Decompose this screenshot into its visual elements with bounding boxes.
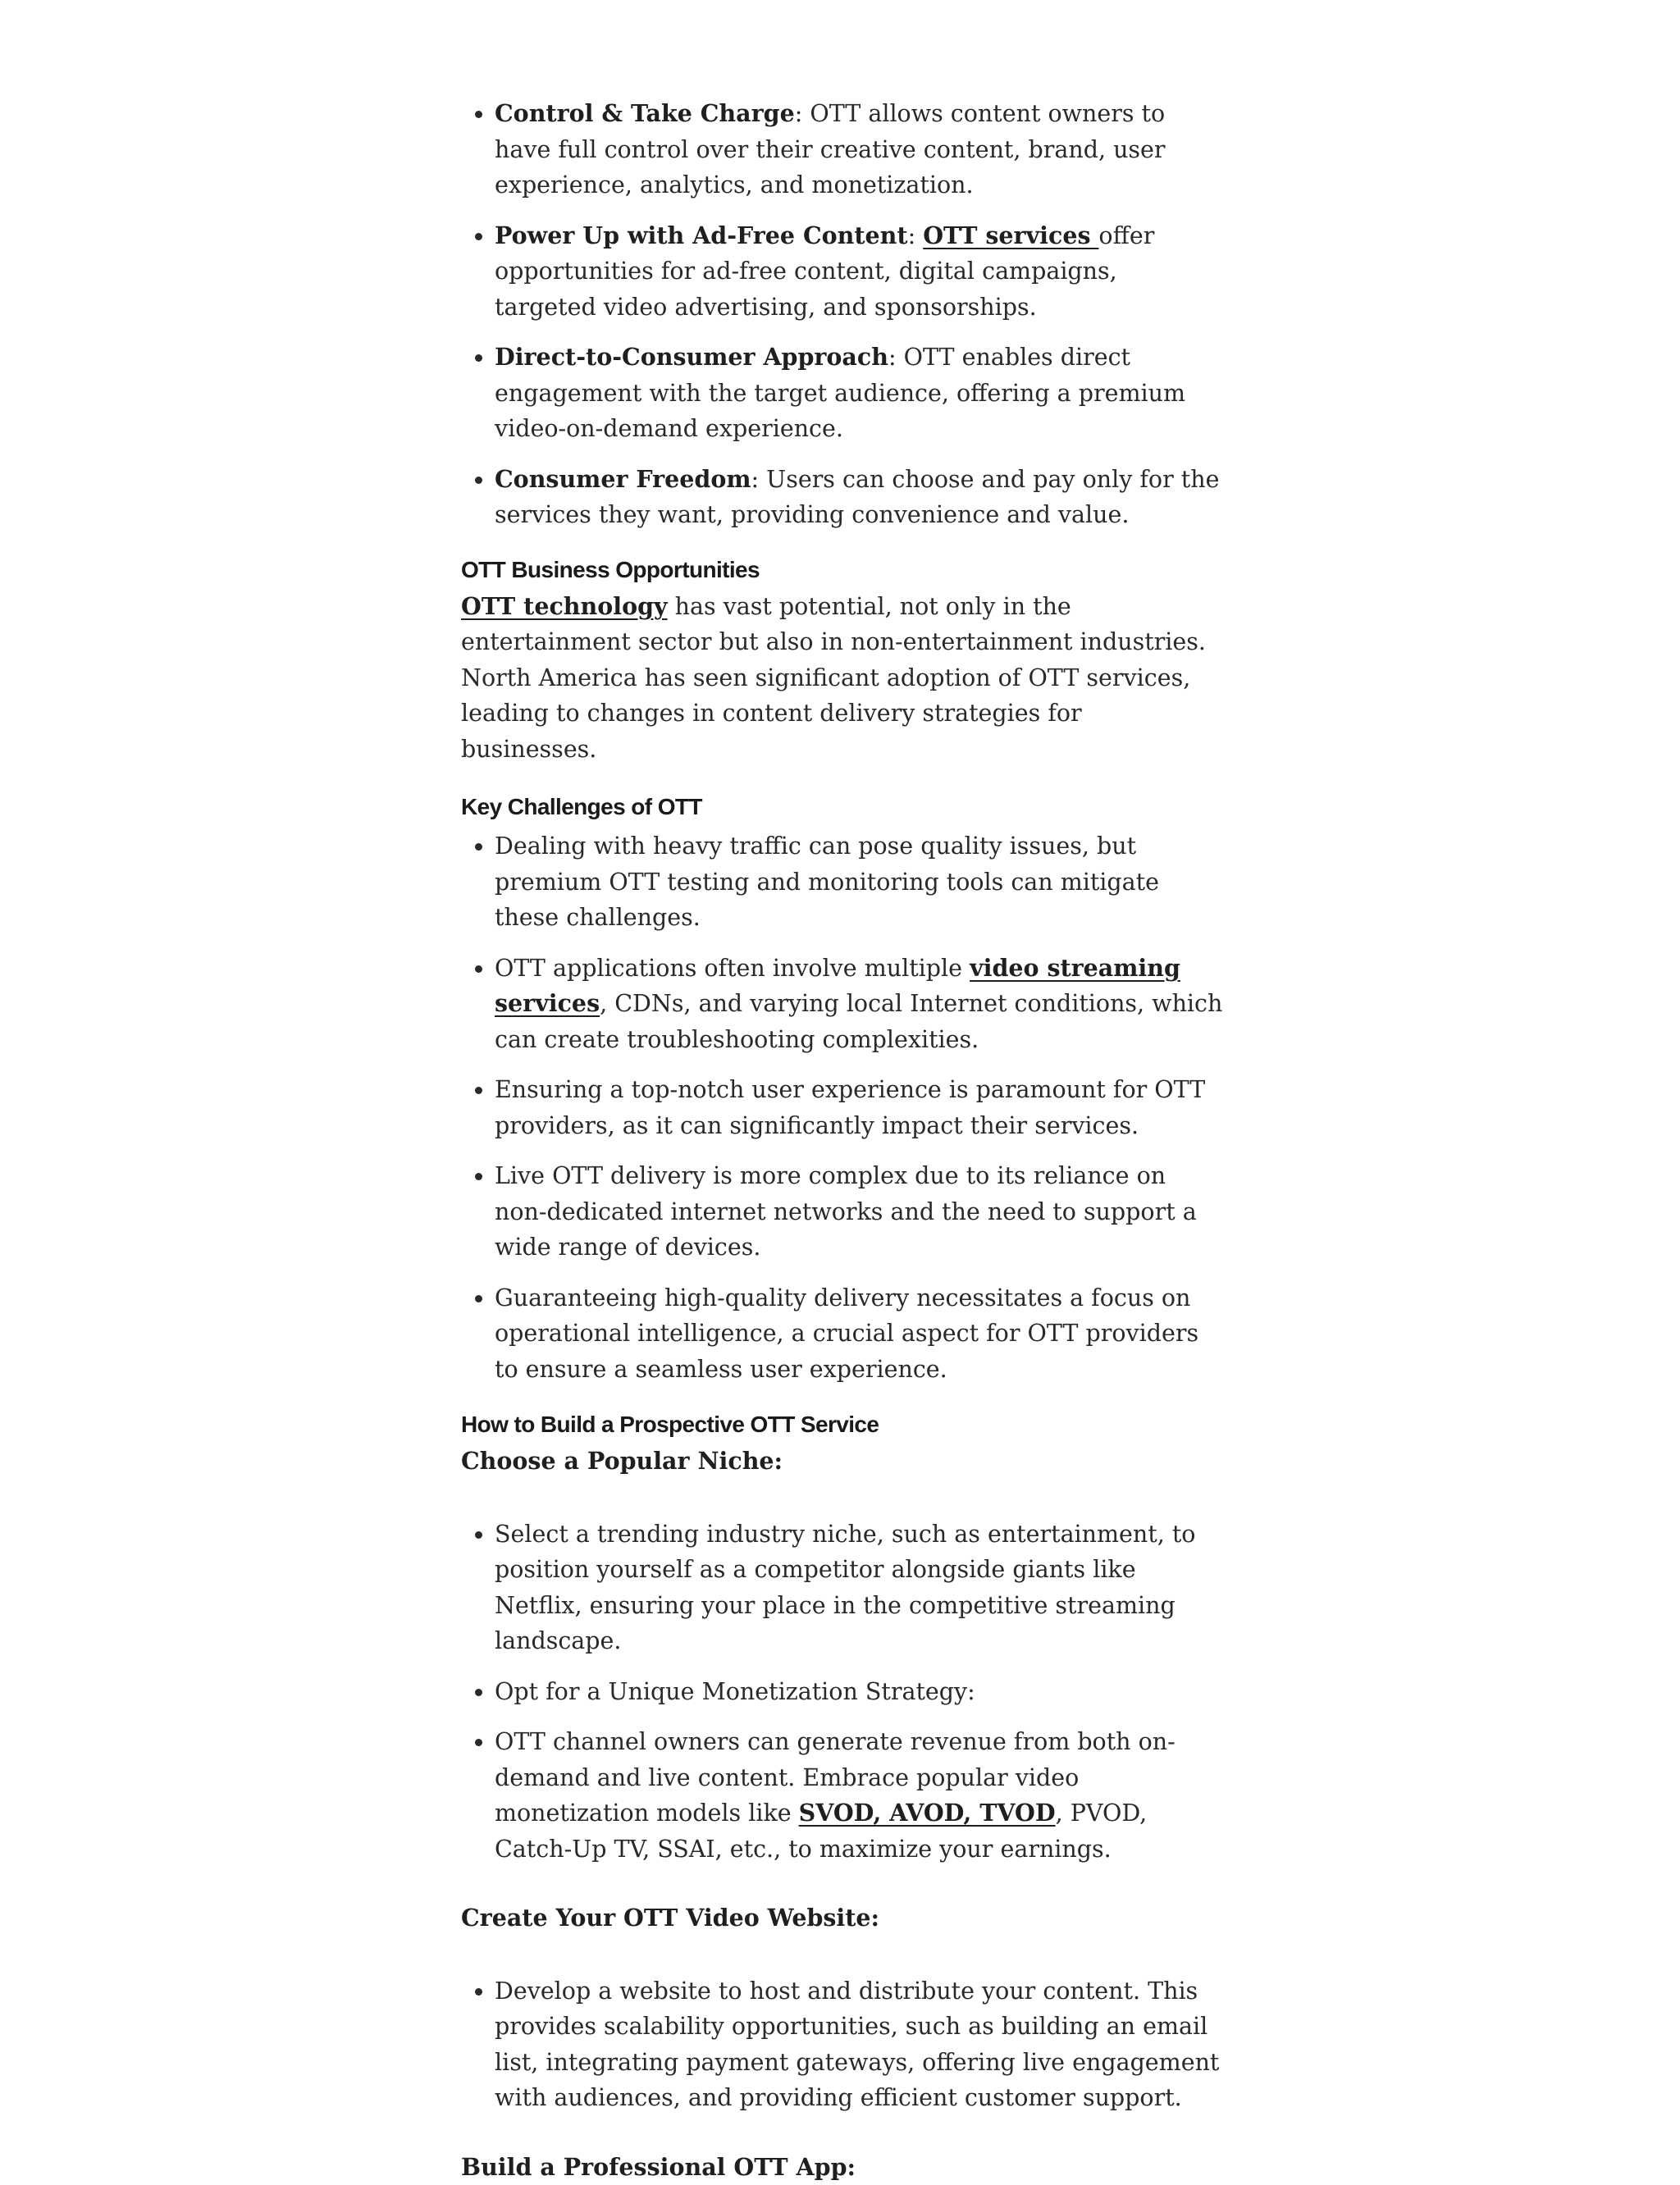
list-item: • Dealing with heavy traffic can pose quality issues, but premium OTT testing and monitoring tools can mitigate these challenges. (495, 828, 1224, 936)
list-item: • Develop a website to host and distribute your content. This provides scalability opportunities, such as building an email list, integrating payment gateways, offering live engagement with audiences, and providing efficient customer support. (495, 1973, 1224, 2116)
list-item (495, 951, 1224, 1058)
benefits-list (461, 96, 1224, 533)
challenges-list (461, 828, 1224, 1387)
list-item: • Live OTT delivery is more complex due to its reliance on non-dedicated internet networks and the need to support a wide range of devices. (495, 1158, 1224, 1266)
article-body (461, 0, 1224, 2185)
video-streaming-services-link[interactable]: video streaming services (495, 954, 1180, 1018)
list-item-text: , PVOD, Catch-Up TV, SSAI, etc., to maximize your earnings. (495, 1800, 1147, 1863)
list-item-text: : OTT allows content owners to have full control over their creative content, brand, user experience, analytics, and monetization. (495, 100, 1166, 198)
list-item-text: : OTT enables direct engagement with the target audience, offering a premium video-on-demand experience. (495, 344, 1185, 442)
niche-subheading: Choose a Popular Niche: (461, 1444, 1224, 1480)
build-ott-service-heading: How to Build a Prospective OTT Service (461, 1410, 1224, 1439)
svod-avod-tvod-link[interactable]: SVOD, AVOD, TVOD (799, 1799, 1056, 1827)
list-item-text: OTT applications often involve multiple (495, 955, 970, 982)
list-item-term: Control & Take Charge (495, 99, 795, 127)
list-item: • Guaranteeing high-quality delivery necessitates a focus on operational intelligence, a crucial aspect for OTT providers to ensure a seamless user experience. (495, 1280, 1224, 1388)
business-opportunities-heading: OTT Business Opportunities (461, 555, 1224, 585)
business-paragraph (461, 589, 1224, 768)
list-item (495, 1724, 1224, 1867)
business-paragraph-text: has vast potential, not only in the entertainment sector but also in non-entertainment industries. North America has seen significant adoption of OTT services, leading to changes in content delivery strategies for businesses. (461, 593, 1206, 763)
list-item: • Opt for a Unique Monetization Strategy: (495, 1674, 1224, 1710)
list-item (495, 218, 1224, 326)
list-item-text: OTT channel owners can generate revenue from both on-demand and live content. Embrace popular video monetization models like (495, 1728, 1176, 1827)
list-item-term: Direct-to-Consumer Approach (495, 343, 888, 371)
list-item-text: : Users can choose and pay only for the services they want, providing convenience and value. (495, 466, 1219, 529)
ott-services-link[interactable]: OTT services (923, 221, 1098, 249)
list-item-text: , CDNs, and varying local Internet conditions, which can create troubleshooting complexities. (495, 990, 1222, 1053)
ott-technology-link[interactable]: OTT technology (461, 592, 668, 620)
list-item (495, 340, 1224, 447)
website-list (461, 1973, 1224, 2116)
list-item (495, 462, 1224, 533)
key-challenges-heading: Key Challenges of OTT (461, 792, 1224, 822)
list-item-separator: : (908, 222, 924, 249)
list-item-text: offer opportunities for ad-free content, digital campaigns, targeted video advertising, and sponsorships. (495, 222, 1154, 321)
website-subheading: Create Your OTT Video Website: (461, 1900, 1224, 1936)
app-subheading: Build a Professional OTT App: (461, 2150, 1224, 2185)
list-item: • Ensuring a top-notch user experience is paramount for OTT providers, as it can significantly impact their services. (495, 1072, 1224, 1143)
list-item-term: Consumer Freedom (495, 465, 751, 493)
list-item (495, 96, 1224, 203)
niche-list (461, 1517, 1224, 1868)
list-item: • Select a trending industry niche, such as entertainment, to position yourself as a competitor alongside giants like Netflix, ensuring your place in the competitive streaming landscape. (495, 1517, 1224, 1659)
list-item-term: Power Up with Ad-Free Content (495, 221, 908, 249)
